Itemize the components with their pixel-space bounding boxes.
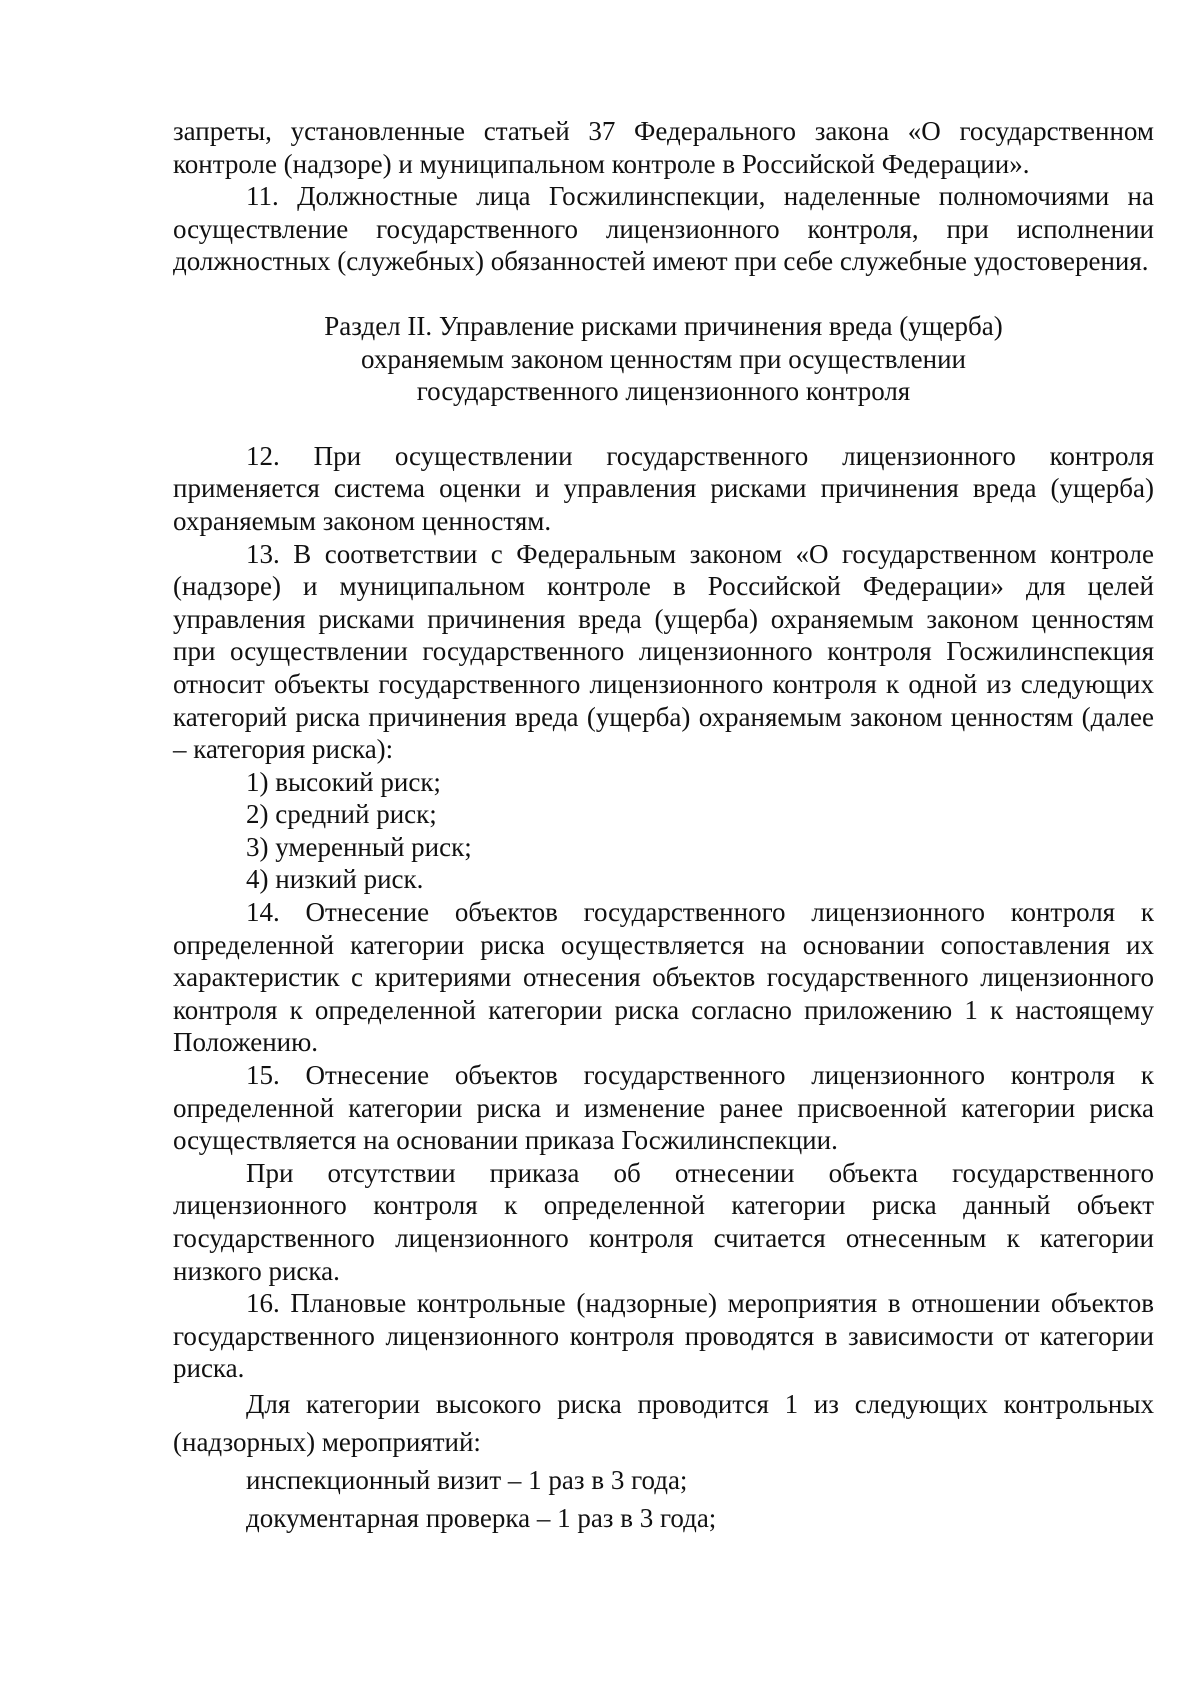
paragraph-16-continued: Для категории высокого риска проводится 1 из следующих контрольных (надзорных) мероприятий: [173, 1388, 1154, 1457]
paragraph-16: 16. Плановые контрольные (надзорные) мероприятия в отношении объектов государственного лицензионного контроля проводятся в зависимости от категории риска. [173, 1288, 1154, 1384]
section-heading-line-1: Раздел II. Управление рисками причинения вреда (ущерба) [324, 310, 1003, 341]
section-heading [173, 310, 1154, 408]
paragraph-intro: запреты, установленные статьей 37 Федерального закона «О государственном контроле (надзоре) и муниципальном контроле в Российской Федерации». [173, 116, 1154, 179]
risk-list-item: 1) высокий риск; [246, 766, 441, 797]
risk-list-item: 3) умеренный риск; [246, 831, 472, 862]
high-risk-list-item: инспекционный визит – 1 раз в 3 года; [246, 1464, 688, 1495]
paragraph-12: 12. При осуществлении государственного лицензионного контроля применяется система оценки и управления рисками причинения вреда (ущерба) охраняемым законом ценностям. [173, 440, 1154, 536]
paragraph-15-continued: При отсутствии приказа об отнесении объекта государственного лицензионного контроля к определенной категории риска данный объект государственного лицензионного контроля считается отнесенным к категории низкого риска. [173, 1157, 1154, 1286]
section-heading-line-3: государственного лицензионного контроля [416, 376, 911, 407]
risk-list-item: 2) средний риск; [246, 799, 437, 830]
paragraph-11: 11. Должностные лица Госжилинспекции, наделенные полномочиями на осуществление государственного лицензионного контроля, при исполнении должностных (служебных) обязанностей имеют при себе служебные удостоверения. [173, 181, 1154, 277]
risk-list-item: 4) низкий риск. [246, 864, 424, 895]
document-body [173, 115, 1154, 1537]
paragraph-14: 14. Отнесение объектов государственного лицензионного контроля к определенной категории риска осуществляется на основании сопоставления их характеристик с критериями отнесения объектов государственного лицензионного контроля к определенной категории риска согласно приложению 1 к настоящему Положению. [173, 897, 1154, 1058]
high-risk-list-item: документарная проверка – 1 раз в 3 года; [246, 1502, 717, 1533]
section-heading-line-2: охраняемым законом ценностям при осуществлении [361, 343, 966, 374]
paragraph-15: 15. Отнесение объектов государственного лицензионного контроля к определенной категории риска и изменение ранее присвоенной категории риска осуществляется на основании приказа Госжилинспекции. [173, 1060, 1154, 1156]
paragraph-13: 13. В соответствии с Федеральным законом «О государственном контроле (надзоре) и муниципальном контроле в Российской Федерации» для целей управления рисками причинения вреда (ущерба) охраняемым законом ценностям при осуществлении государственного лицензионного контроля Госжилинспекция относит объекты государственного лицензионного контроля к одной из следующих категорий риска причинения вреда (ущерба) охраняемым законом ценностям (далее – категория риска): [173, 538, 1154, 765]
